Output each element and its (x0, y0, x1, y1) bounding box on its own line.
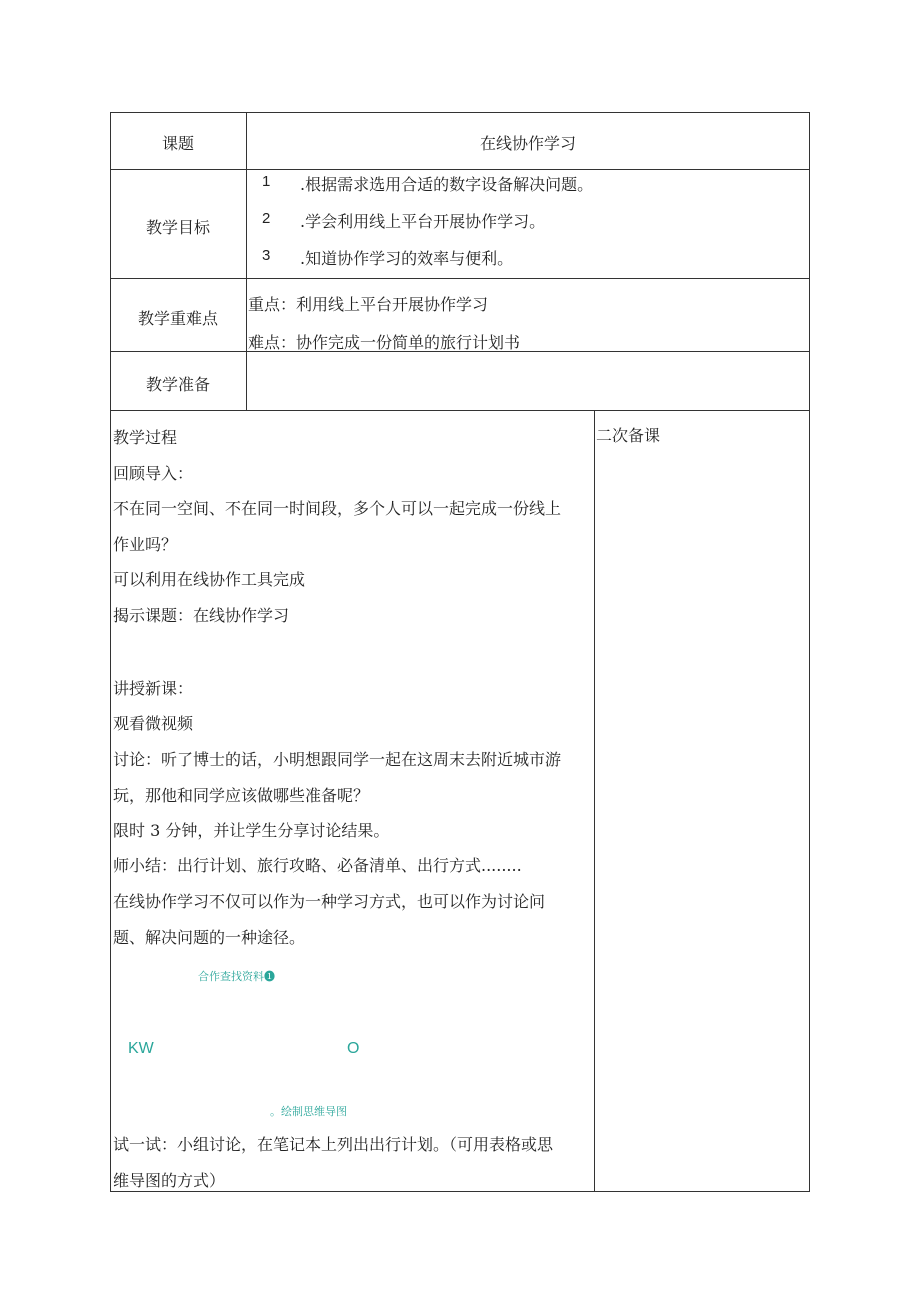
process-line: 讲授新课： (113, 679, 194, 698)
trial-line: 维导图的方式） (113, 1171, 226, 1190)
keypoint-text: 重点：利用线上平台开展协作学习 (248, 295, 489, 314)
process-line: 限时 3 分钟，并让学生分享讨论结果。 (113, 821, 390, 840)
process-line: 师小结：出行计划、旅行攻略、必备清单、出行方式........ (113, 856, 522, 875)
prep-label: 教学准备 (145, 375, 210, 394)
process-line: 题、解决问题的一种途径。 (113, 928, 306, 947)
diagram-left-label: KW (128, 1040, 154, 1057)
process-line: 在线协作学习不仅可以作为一种学习方式，也可以作为讨论问 (113, 892, 546, 911)
secondary-prep-title: 二次备课 (596, 426, 661, 445)
objective-text: .知道协作学习的效率与便利。 (300, 249, 514, 268)
objective-text: .学会利用线上平台开展协作学习。 (300, 212, 546, 231)
process-line: 作业吗？ (113, 535, 178, 554)
row-divider (110, 410, 810, 411)
objective-number: 3 (262, 247, 271, 264)
diagram-bottom-label: 。绘制思维导图 (270, 1106, 347, 1118)
process-line: 揭示课题：在线协作学习 (113, 606, 290, 625)
diagram-top-label: 合作查找资料❶ (198, 971, 275, 983)
process-line: 讨论：听了博士的话，小明想跟同学一起在这周末去附近城市游 (113, 750, 562, 769)
trial-line: 试一试：小组讨论，在笔记本上列出出行计划。（可用表格或思 (113, 1135, 554, 1154)
row-divider (110, 169, 810, 170)
topic-value: 在线协作学习 (479, 134, 576, 153)
process-title: 教学过程 (113, 428, 178, 447)
column-divider (594, 410, 595, 1192)
topic-label: 课题 (161, 134, 194, 153)
process-line: 玩，那他和同学应该做哪些准备呢？ (113, 786, 370, 805)
column-divider (246, 112, 247, 410)
lesson-table-frame (110, 112, 810, 1192)
difficulty-text: 难点：协作完成一份简单的旅行计划书 (248, 333, 521, 352)
keypoints-label: 教学重难点 (137, 309, 218, 328)
process-line: 可以利用在线协作工具完成 (113, 570, 306, 589)
diagram-right-label: O (347, 1040, 360, 1057)
objectives-label: 教学目标 (145, 218, 210, 237)
process-line: 不在同一空间、不在同一时间段，多个人可以一起完成一份线上 (113, 499, 562, 518)
objective-number: 1 (262, 173, 271, 190)
objective-text: .根据需求选用合适的数字设备解决问题。 (300, 175, 594, 194)
process-line: 回顾导入： (113, 464, 194, 483)
row-divider (110, 278, 810, 279)
process-line: 观看微视频 (113, 714, 194, 733)
objective-number: 2 (262, 210, 271, 227)
